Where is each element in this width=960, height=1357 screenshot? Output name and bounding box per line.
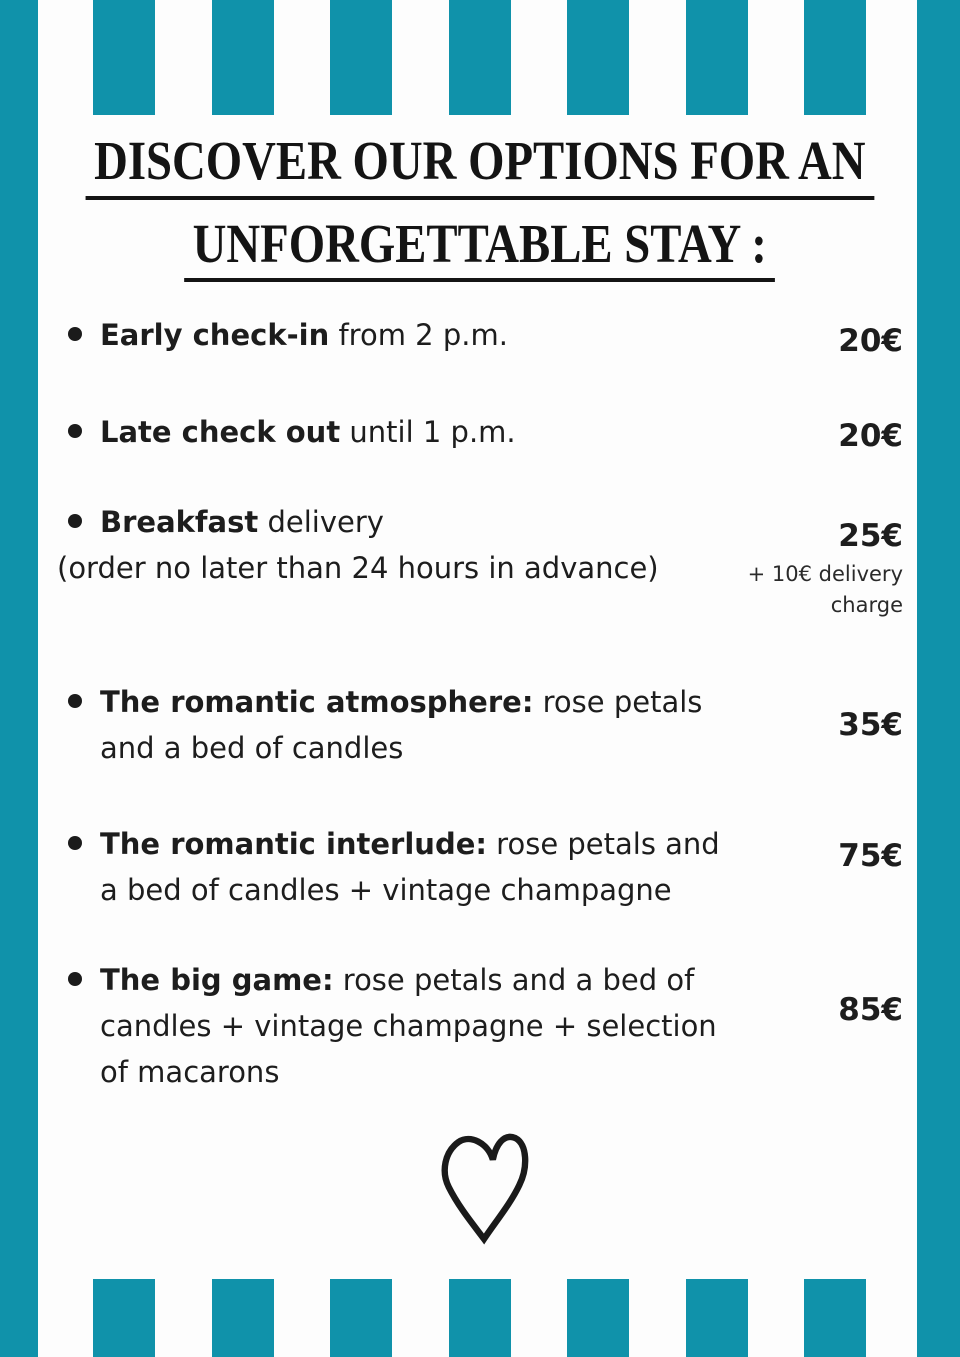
bullet-icon bbox=[68, 694, 82, 708]
item-detail: rose petals bbox=[533, 685, 703, 719]
item-detail: rose petals and bbox=[486, 827, 720, 861]
bottom-stripe bbox=[567, 1279, 629, 1357]
price-note: + 10€ delivery bbox=[747, 562, 903, 586]
item-detail-line3: of macarons bbox=[100, 1055, 280, 1089]
bullet-icon bbox=[68, 327, 82, 341]
item-label: The romantic atmosphere: bbox=[100, 685, 534, 719]
list-item-breakfast-delivery bbox=[56, 499, 384, 545]
item-text bbox=[100, 679, 702, 771]
bottom-stripe bbox=[804, 1279, 866, 1357]
bullet-icon bbox=[68, 514, 82, 528]
item-text bbox=[100, 957, 717, 1095]
top-stripe bbox=[212, 0, 274, 115]
item-detail-line2: and a bed of candles bbox=[100, 731, 404, 765]
item-text bbox=[100, 499, 384, 545]
page-title-line1: DISCOVER OUR OPTIONS FOR AN bbox=[86, 130, 874, 200]
item-price bbox=[838, 413, 903, 459]
price-note: charge bbox=[830, 593, 903, 617]
bottom-stripe bbox=[449, 1279, 511, 1357]
item-price bbox=[838, 987, 903, 1033]
bullet-icon bbox=[68, 424, 82, 438]
top-stripe bbox=[449, 0, 511, 115]
page-title-line2: UNFORGETTABLE STAY : bbox=[184, 213, 775, 283]
top-stripe bbox=[567, 0, 629, 115]
list-item-late-check-out bbox=[56, 409, 516, 455]
breakfast-order-note: (order no later than 24 hours in advance) bbox=[57, 551, 659, 585]
item-label: The big game: bbox=[100, 963, 334, 997]
heart-icon bbox=[436, 1128, 534, 1252]
list-item-romantic-atmosphere bbox=[56, 679, 702, 771]
item-price bbox=[838, 833, 903, 879]
item-label: The romantic interlude: bbox=[100, 827, 487, 861]
item-detail: from 2 p.m. bbox=[329, 318, 508, 352]
list-item-early-check-in bbox=[56, 312, 508, 358]
item-detail: until 1 p.m. bbox=[340, 415, 516, 449]
bottom-stripe bbox=[686, 1279, 748, 1357]
price-value: 20€ bbox=[838, 323, 903, 359]
price-value: 85€ bbox=[838, 992, 903, 1028]
top-stripe bbox=[686, 0, 748, 115]
page-title bbox=[0, 130, 960, 295]
bullet-icon bbox=[68, 836, 82, 850]
top-stripe bbox=[804, 0, 866, 115]
price-value: 25€ bbox=[838, 518, 903, 554]
item-price bbox=[838, 702, 903, 748]
item-label: Late check out bbox=[100, 415, 341, 449]
item-label: Breakfast bbox=[100, 505, 259, 539]
bottom-stripe bbox=[330, 1279, 392, 1357]
item-text bbox=[100, 409, 516, 455]
item-text bbox=[100, 312, 508, 358]
top-stripe bbox=[330, 0, 392, 115]
list-item-big-game bbox=[56, 957, 717, 1095]
price-value: 35€ bbox=[838, 707, 903, 743]
item-price bbox=[748, 513, 903, 621]
item-detail: delivery bbox=[258, 505, 384, 539]
bottom-stripe bbox=[93, 1279, 155, 1357]
item-price bbox=[838, 318, 903, 364]
item-detail-line2: candles + vintage champagne + selection bbox=[100, 1009, 717, 1043]
price-value: 20€ bbox=[838, 418, 903, 454]
bullet-icon bbox=[68, 972, 82, 986]
item-detail: rose petals and a bed of bbox=[333, 963, 695, 997]
item-detail-line2: a bed of candles + vintage champagne bbox=[100, 873, 672, 907]
item-text bbox=[100, 821, 720, 913]
list-item-romantic-interlude bbox=[56, 821, 720, 913]
item-label: Early check-in bbox=[100, 318, 330, 352]
bottom-stripe bbox=[212, 1279, 274, 1357]
top-stripe bbox=[93, 0, 155, 115]
price-value: 75€ bbox=[838, 838, 903, 874]
